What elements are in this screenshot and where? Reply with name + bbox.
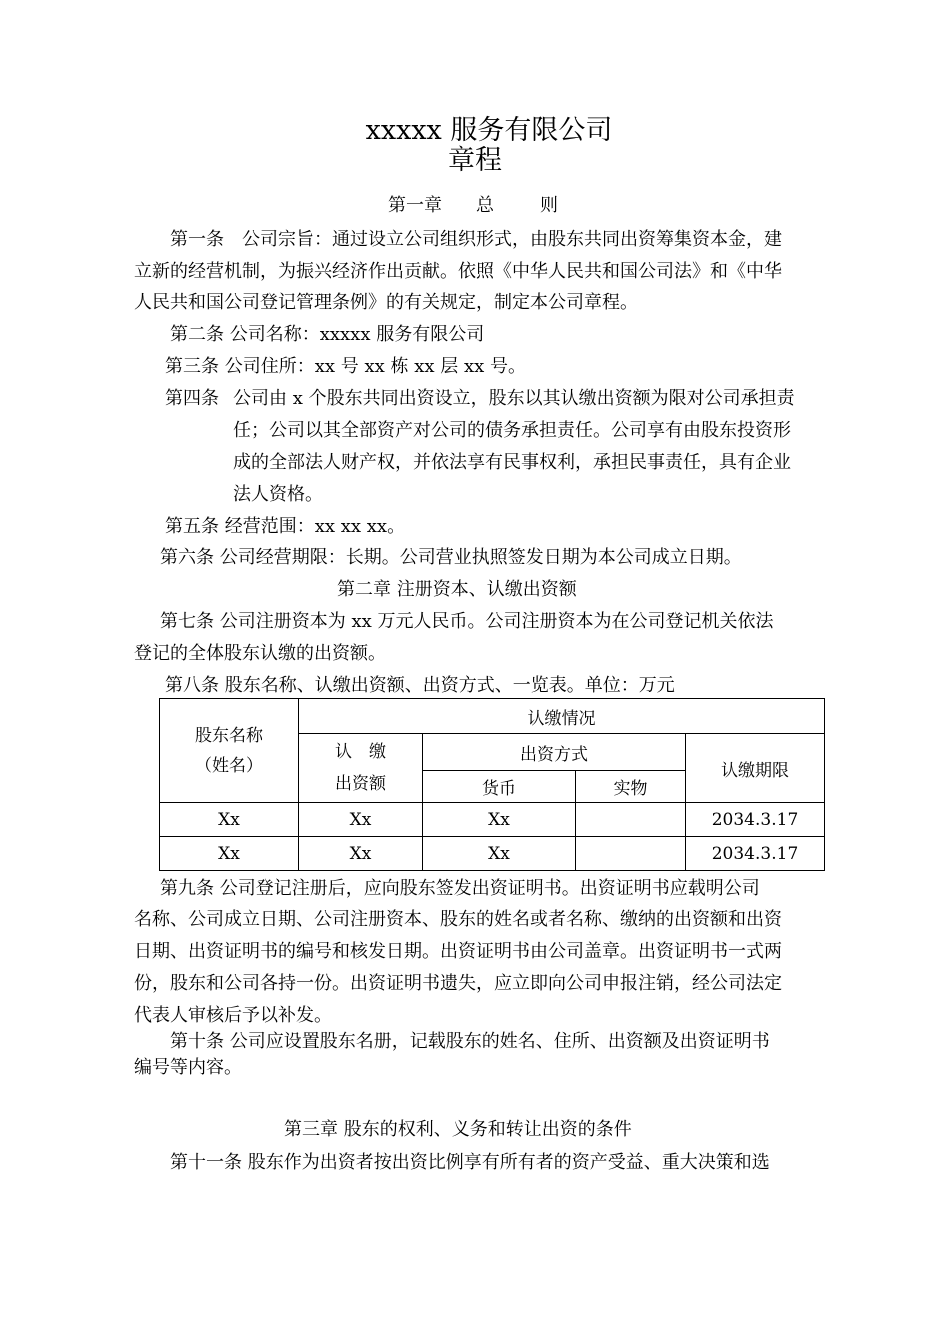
article-4-line-4: 法人资格。 [233,484,323,505]
cell-in-kind [576,837,686,871]
article-10-line-1: 第十条 公司应设置股东名册，记载股东的姓名、住所、出资额及出资证明书 [170,1031,770,1052]
table-row [160,837,825,871]
article-9-line-1: 第九条 公司登记注册后，应向股东签发出资证明书。出资证明书应载明公司 [160,878,760,899]
header-subscribed-amount [299,734,423,803]
cell-amount: Xx [299,803,423,837]
article-4-line-3: 成的全部法人财产权，并依法享有民事权利，承担民事责任，具有企业 [233,452,791,473]
chapter-1-word-2: 则 [540,195,558,216]
article-7-line-2: 登记的全体股东认缴的出资额。 [134,643,386,664]
chapter-2-heading: 第二章 注册资本、认缴出资额 [337,579,577,600]
header-in-kind: 实物 [576,771,686,803]
article-1-line-2: 立新的经营机制，为振兴经济作出贡献。依照《中华人民共和国公司法》和《中华 [134,261,782,282]
header-shareholder-name-line-2: （姓名） [195,755,263,776]
article-10-line-2: 编号等内容。 [134,1057,242,1078]
cell-in-kind [576,803,686,837]
cell-currency: Xx [423,837,576,871]
cell-currency: Xx [423,803,576,837]
cell-amount: Xx [299,837,423,871]
article-5: 第五条 经营范围：xx xx xx。 [165,516,406,537]
header-subscription: 认缴情况 [299,699,825,734]
article-6: 第六条 公司经营期限：长期。公司营业执照签发日期为本公司成立日期。 [160,547,742,568]
article-4-line-1: 公司由 x 个股东共同出资设立，股东以其认缴出资额为限对公司承担责 [233,388,795,409]
header-shareholder-name-line-1: 股东名称 [195,725,263,746]
cell-name: Xx [160,803,299,837]
article-1-line-1: 第一条 公司宗旨：通过设立公司组织形式，由股东共同出资筹集资本金，建 [170,229,782,250]
cell-name: Xx [160,837,299,871]
cell-term: 2034.3.17 [686,837,825,871]
table-row [160,803,825,837]
article-9-line-3: 日期、出资证明书的编号和核发日期。出资证明书由公司盖章。出资证明书一式两 [134,941,782,962]
article-4-label: 第四条 [165,388,219,409]
document-title: xxxxx 服务有限公司 [365,115,613,146]
article-9-line-2: 名称、公司成立日期、公司注册资本、股东的姓名或者名称、缴纳的出资额和出资 [134,909,782,930]
chapter-1-label: 第一章 [388,195,442,216]
article-7-line-1: 第七条 公司注册资本为 xx 万元人民币。公司注册资本为在公司登记机关依法 [160,611,774,632]
chapter-1-heading [388,193,558,219]
chapter-1-word-1: 总 [476,195,494,216]
article-9-line-5: 代表人审核后予以补发。 [134,1005,332,1026]
header-shareholder-name [160,699,299,803]
header-subscribed-amount-line-2: 出资额 [335,774,386,794]
article-11-line-1: 第十一条 股东作为出资者按出资比例享有所有者的资产受益、重大决策和选 [170,1152,770,1173]
article-3: 第三条 公司住所：xx 号 xx 栋 xx 层 xx 号。 [165,356,526,377]
chapter-3-heading: 第三章 股东的权利、义务和转让出资的条件 [284,1119,632,1140]
shareholder-table [159,698,825,871]
article-9-line-4: 份，股东和公司各持一份。出资证明书遗失，应立即向公司申报注销，经公司法定 [134,973,782,994]
article-4-line-2: 任；公司以其全部资产对公司的债务承担责任。公司享有由股东投资形 [233,420,791,441]
header-contribution-method: 出资方式 [423,734,686,771]
article-1-line-3: 人民共和国公司登记管理条例》的有关规定，制定本公司章程。 [134,292,638,313]
header-currency: 货币 [423,771,576,803]
document-subtitle: 章程 [448,145,502,176]
header-subscription-term: 认缴期限 [686,734,825,803]
article-2: 第二条 公司名称：xxxxx 服务有限公司 [170,324,485,345]
article-8: 第八条 股东名称、认缴出资额、出资方式、一览表。单位：万元 [165,675,675,696]
header-subscribed-amount-line-1: 认 缴 [335,742,386,762]
cell-term: 2034.3.17 [686,803,825,837]
